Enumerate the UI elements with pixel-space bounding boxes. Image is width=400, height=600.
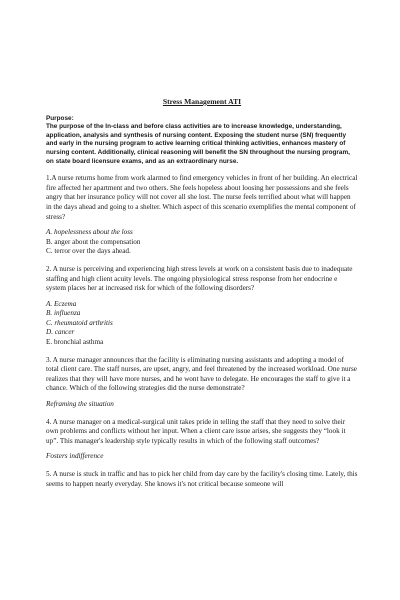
document-title: Stress Management ATI bbox=[162, 97, 242, 106]
question-2: 2. A nurse is perceiving and experiencing high stress levels at work on a consistent basis due to inadequate staffing and high client acuity levels. The ongoing physiological stress response from her endocrine e system places her at increased risk for which of the following disorders? bbox=[46, 264, 353, 293]
document-content bbox=[46, 97, 358, 495]
purpose-text: The purpose of the In-class and before class activities are to increase knowledge, understanding, application, analysis and synthesis of nursing content. Exposing the student nurse (SN) frequently and early in the nursing program to active learning critical thinking activities, enhances mastery of nursing content. Additionally, clinical reasoning will benefit the SN throughout the nursing program, on state board licensure exams, and as an extraordinary nurse. bbox=[46, 123, 350, 165]
question-3: 3. A nurse manager announces that the facility is eliminating nursing assistants and adopting a model of total client care. The staff nurses, are upset, angry, and feel threatened by the increased workload. One nurse realizes that they will have more nurses, and he wont have to delegate. He encourages the staff to give it a chance. Which of the following strategies did the nurse demonstrate? bbox=[46, 355, 357, 393]
question-1-options bbox=[46, 228, 358, 257]
option: C. terror over the days ahead. bbox=[46, 247, 131, 256]
option: B. anger about the compensation bbox=[46, 237, 141, 246]
option: D. cancer bbox=[46, 328, 75, 337]
question-3-answer: Reframing the situation bbox=[46, 400, 114, 409]
question-2-options bbox=[46, 300, 358, 348]
question-1: 1.A nurse returns home from work alarmed to find emergency vehicles in front of her building. An electrical fire affected her apartment and two others. She feels hopeless about loosing her possessions and she feels angry that her insurance policy will not cover all she lost. The nurse feels terrified about what will happen in the days ahead and going to a shelter. Which aspect of this scenario exemplifies the mental component of stress? bbox=[46, 174, 358, 221]
purpose-heading: Purpose: bbox=[46, 114, 74, 122]
option: A. hopelessness about the loss bbox=[46, 228, 133, 237]
question-5: 5. A nurse is stuck in traffic and has to pick her child from day care by the facility's closing time. Lately, this seems to happen nearly everyday. She knows it's not critical because someone will bbox=[46, 470, 358, 488]
option: C. rheumatoid arthritis bbox=[46, 318, 113, 327]
question-4: 4. A nurse manager on a medical-surgical unit takes pride in telling the staff that they need to solve their own problems and conflicts without her input. When a client care issue arises, she suggests they “look it up”. This manager's leadership style typically results in which of the following staff outcomes? bbox=[46, 417, 346, 445]
option: E. bronchial asthma bbox=[46, 338, 104, 347]
option: A. Eczema bbox=[46, 299, 77, 308]
option: B. influenza bbox=[46, 309, 81, 318]
question-4-answer: Fosters indifference bbox=[46, 452, 104, 461]
